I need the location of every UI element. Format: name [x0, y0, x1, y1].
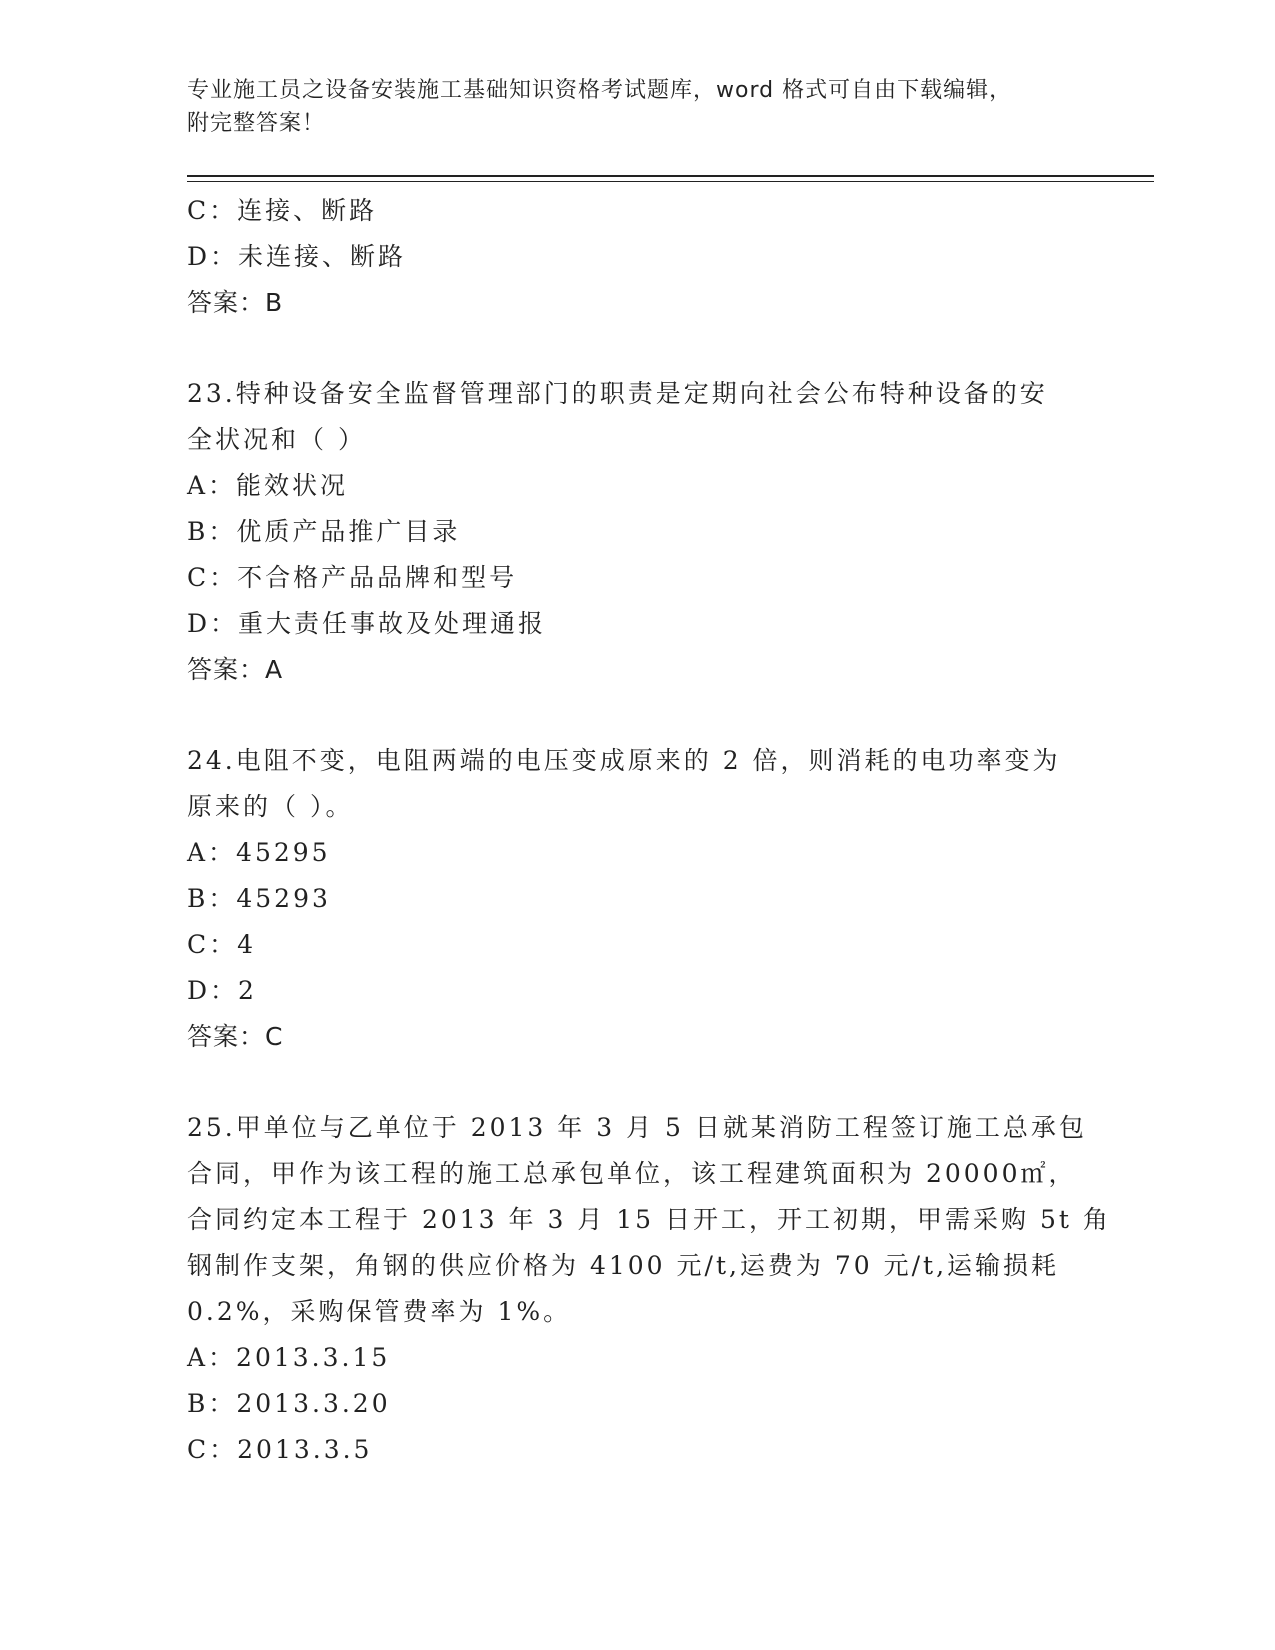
option-d: D：2: [187, 976, 257, 1005]
header-line-1: 专业施工员之设备安装施工基础知识资格考试题库，word 格式可自由下载编辑，: [187, 78, 1013, 103]
option-b: B：45293: [187, 884, 331, 913]
answer-label: 答案：A: [187, 655, 284, 684]
option-d: D：未连接、断路: [187, 242, 407, 271]
header-line-2: 附完整答案！: [187, 111, 326, 136]
question-text-line: 全状况和（ ）: [187, 425, 366, 454]
answer-label: 答案：C: [187, 1022, 284, 1051]
option-d: D：重大责任事故及处理通报: [187, 609, 547, 638]
option-a: A：能效状况: [187, 471, 349, 500]
option-b: B：优质产品推广目录: [187, 517, 461, 546]
spacer: [187, 693, 1087, 738]
question-text-line: 25.甲单位与乙单位于 2013 年 3 月 5 日就某消防工程签订施工总承包: [187, 1113, 1087, 1142]
option-a: A：45295: [187, 838, 331, 867]
option-c: C：不合格产品品牌和型号: [187, 563, 518, 592]
question-23-block: [187, 371, 1087, 693]
question-text-line: 23.特种设备安全监督管理部门的职责是定期向社会公布特种设备的安: [187, 379, 1048, 408]
document-header: [187, 74, 1087, 140]
question-24-block: [187, 738, 1087, 1060]
spacer: [187, 1060, 1087, 1105]
option-b: B：2013.3.20: [187, 1389, 391, 1418]
question-text-line: 原来的（ ）。: [187, 792, 354, 821]
spacer: [187, 326, 1087, 371]
question-text-line: 24.电阻不变，电阻两端的电压变成原来的 2 倍，则消耗的电功率变为: [187, 746, 1061, 775]
answer-label: 答案：B: [187, 288, 284, 317]
header-divider-thick: [187, 175, 1154, 177]
question-25-block: [187, 1105, 1111, 1473]
document-body: [187, 188, 1111, 1473]
option-c: C：2013.3.5: [187, 1435, 373, 1464]
header-divider-thin: [187, 181, 1154, 182]
option-c: C：4: [187, 930, 257, 959]
question-text-line: 钢制作支架，角钢的供应价格为 4100 元/t,运费为 70 元/t,运输损耗: [187, 1251, 1060, 1280]
option-a: A：2013.3.15: [187, 1343, 391, 1372]
question-text-line: 合同，甲作为该工程的施工总承包单位，该工程建筑面积为 20000㎡，: [187, 1159, 1077, 1188]
question-22-block: [187, 188, 1087, 326]
question-text-line: 0.2%，采购保管费率为 1%。: [187, 1297, 572, 1326]
option-c: C：连接、断路: [187, 196, 378, 225]
question-text-line: 合同约定本工程于 2013 年 3 月 15 日开工，开工初期，甲需采购 5t 角: [187, 1205, 1111, 1234]
